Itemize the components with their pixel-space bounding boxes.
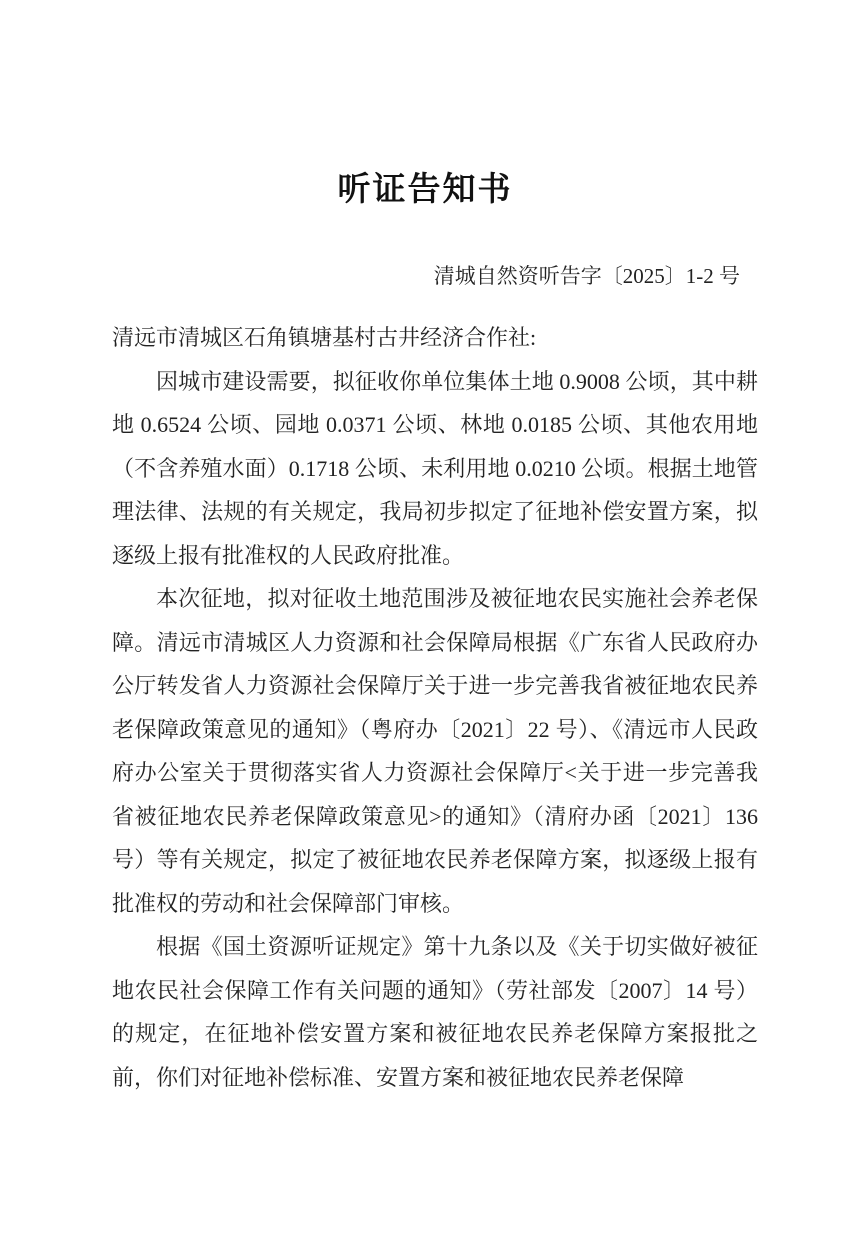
paragraph-land-acquisition: 因城市建设需要，拟征收你单位集体土地 0.9008 公顷，其中耕地 0.6524 公顷、园地 0.0371 公顷、林地 0.0185 公顷、其他农用地（不含养殖水面）0.1718 公顷、未利用地 0.0210 公顷。根据土地管理法律、法规的有关规定，我局初步拟定了征地补偿安置方案，拟逐级上报有批准权的人民政府批准。 bbox=[112, 368, 758, 568]
document-title: 听证告知书 bbox=[337, 170, 513, 207]
paragraph-social-security: 本次征地，拟对征收土地范围涉及被征地农民实施社会养老保障。清远市清城区人力资源和社会保障局根据《广东省人民政府办公厅转发省人力资源社会保障厅关于进一步完善我省被征地农民养老保障政策意见的通知》（粤府办〔2021〕22 号）、《清远市人民政府办公室关于贯彻落实省人力资源社会保障厅<关于进一步完善我省被征地农民养老保障政策意见>的通知》（清府办函〔2021〕136 号）等有关规定，拟定了被征地农民养老保障方案，拟逐级上报有批准权的劳动和社会保障部门审核。 bbox=[112, 586, 758, 916]
recipient-line: 清远市清城区石角镇塘基村古井经济合作社: bbox=[112, 325, 537, 350]
paragraph-hearing-rights: 根据《国土资源听证规定》第十九条以及《关于切实做好被征地农民社会保障工作有关问题的通知》（劳社部发〔2007〕14 号）的规定，在征地补偿安置方案和被征地农民养老保障方案报批之前，你们对征地补偿标准、安置方案和被征地农民养老保障 bbox=[112, 934, 758, 1090]
document-body bbox=[112, 316, 758, 1099]
document-number: 清城自然资听告字〔2025〕1-2 号 bbox=[433, 264, 740, 288]
